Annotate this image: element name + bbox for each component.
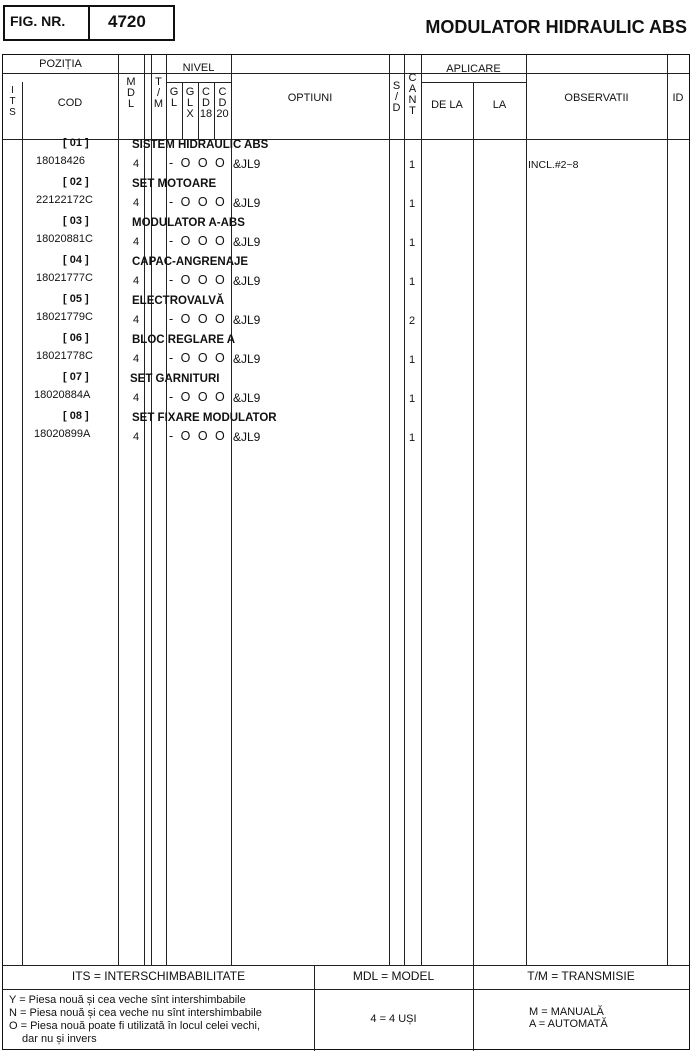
header-glx: G L X <box>185 86 195 120</box>
header-cant: C A N T <box>408 72 417 117</box>
row-position: [ 06 ] <box>63 332 89 344</box>
row-mdl: 4 <box>133 314 140 326</box>
row-name: BLOC REGLARE A <box>132 334 236 346</box>
footer-top-line <box>3 965 689 966</box>
row-nivel: - O O O <box>169 312 227 326</box>
row-code: 18020899A <box>34 428 91 440</box>
header-optiuni: OPTIUNI <box>287 92 333 104</box>
figure-label: FIG. NR. <box>10 13 66 29</box>
row-code: 18018426 <box>36 155 85 167</box>
header-cod: COD <box>57 97 83 109</box>
legend-tm-manual: M = MANUALĂ <box>529 1006 604 1018</box>
header-id: ID <box>672 92 684 104</box>
row-option: &JL9 <box>233 391 261 405</box>
col-line-la <box>473 82 474 965</box>
legend-its-y: Y = Piesa nouă și cea veche sînt intershimbabile <box>9 994 246 1006</box>
legend-tm-title: T/M = TRANSMISIE <box>527 969 635 983</box>
row-mdl: 4 <box>133 353 140 365</box>
row-position: [ 02 ] <box>63 176 89 188</box>
row-code: 18020881C <box>36 233 93 245</box>
row-position: [ 08 ] <box>63 410 89 422</box>
row-code: 18021778C <box>36 350 93 362</box>
row-mdl: 4 <box>133 392 140 404</box>
col-line-dela <box>421 55 422 965</box>
row-code: 18021777C <box>36 272 93 284</box>
row-name: CAPAC-ANGRENAJE <box>132 256 249 268</box>
col-line-tm <box>151 55 152 965</box>
row-option: &JL9 <box>233 274 261 288</box>
figure-number: 4720 <box>108 12 146 31</box>
row-name: SET FIXARE MODULATOR <box>132 412 277 424</box>
row-qty: 1 <box>409 237 416 249</box>
header-bottom-line <box>3 139 689 140</box>
row-code: 18021779C <box>36 311 93 323</box>
row-nivel: - O O O <box>169 351 227 365</box>
header-cd18: C D 18 <box>199 86 213 120</box>
header-pozitia: POZIȚIA <box>39 58 82 70</box>
col-line-cod <box>118 55 119 965</box>
row-position: [ 01 ] <box>63 137 89 149</box>
header-sd: S / D <box>392 80 401 114</box>
row-mdl: 4 <box>133 158 140 170</box>
legend-mdl-title: MDL = MODEL <box>352 969 435 983</box>
legend-its-n: N = Piesa nouă și cea veche nu sînt intershimbabile <box>9 1007 262 1019</box>
row-option: &JL9 <box>233 352 261 366</box>
row-nivel: - O O O <box>169 273 227 287</box>
legend-its-o2: dar nu și invers <box>22 1033 97 1045</box>
col-line-cant <box>404 55 405 965</box>
row-qty: 1 <box>409 393 416 405</box>
row-mdl: 4 <box>133 236 140 248</box>
row-mdl: 4 <box>133 197 140 209</box>
header-observatii: OBSERVATII <box>564 92 629 104</box>
row-option: &JL9 <box>233 235 261 249</box>
col-line-id <box>667 55 668 965</box>
row-qty: 1 <box>409 354 416 366</box>
header-its: I T S <box>9 85 16 118</box>
row-position: [ 04 ] <box>63 254 89 266</box>
row-nivel: - O O O <box>169 195 227 209</box>
legend-mdl-value: 4 = 4 UȘI <box>370 1013 417 1025</box>
footer-mid-line <box>3 989 689 990</box>
header-de-la: DE LA <box>431 99 463 111</box>
row-option: &JL9 <box>233 430 261 444</box>
header-aplicare: APLICARE <box>446 63 501 75</box>
header-mdl: M D L <box>126 76 136 110</box>
row-position: [ 07 ] <box>63 371 89 383</box>
row-position: [ 05 ] <box>63 293 89 305</box>
row-qty: 1 <box>409 432 416 444</box>
header-divider-top <box>3 73 689 74</box>
legend-its-title: ITS = INTERSCHIMBABILITATE <box>71 969 246 983</box>
row-code: 22122172C <box>36 194 93 206</box>
col-line-its <box>22 82 23 965</box>
row-code: 18020884A <box>34 389 91 401</box>
header-cd20: C D 20 <box>216 86 229 120</box>
parts-table <box>2 54 690 1050</box>
row-nivel: - O O O <box>169 429 227 443</box>
row-name: SISTEM HIDRAULIC ABS <box>132 139 269 151</box>
col-line-obs <box>526 55 527 965</box>
legend-tm-automatic: A = AUTOMATĂ <box>529 1018 608 1030</box>
row-name: MODULATOR A-ABS <box>132 217 245 229</box>
row-name: ELECTROVALVĂ <box>132 295 225 307</box>
col-line-sd <box>389 55 390 965</box>
col-line-nivel <box>166 55 167 965</box>
row-qty: 1 <box>409 276 416 288</box>
row-qty: 1 <box>409 159 416 171</box>
row-nivel: - O O O <box>169 234 227 248</box>
row-mdl: 4 <box>133 275 140 287</box>
header-la: LA <box>492 99 507 111</box>
row-observation: INCL.#2~8 <box>528 159 579 171</box>
col-line-optiuni <box>231 55 232 965</box>
row-name: SET MOTOARE <box>132 178 217 190</box>
row-name: SET GARNITURI <box>130 373 220 385</box>
header-gl: G L <box>169 86 179 109</box>
row-position: [ 03 ] <box>63 215 89 227</box>
row-qty: 2 <box>409 315 416 327</box>
row-nivel: - O O O <box>169 156 227 170</box>
row-qty: 1 <box>409 198 416 210</box>
legend-its-o: O = Piesa nouă poate fi utilizată în locul celei vechi, <box>9 1020 261 1032</box>
row-mdl: 4 <box>133 431 140 443</box>
col-line-mdl <box>144 55 145 965</box>
header-nivel: NIVEL <box>182 62 215 74</box>
row-option: &JL9 <box>233 313 261 327</box>
page-title: MODULATOR HIDRAULIC ABS <box>425 17 687 37</box>
row-option: &JL9 <box>233 157 261 171</box>
row-option: &JL9 <box>233 196 261 210</box>
header-tm: T / M <box>153 76 164 110</box>
row-nivel: - O O O <box>169 390 227 404</box>
